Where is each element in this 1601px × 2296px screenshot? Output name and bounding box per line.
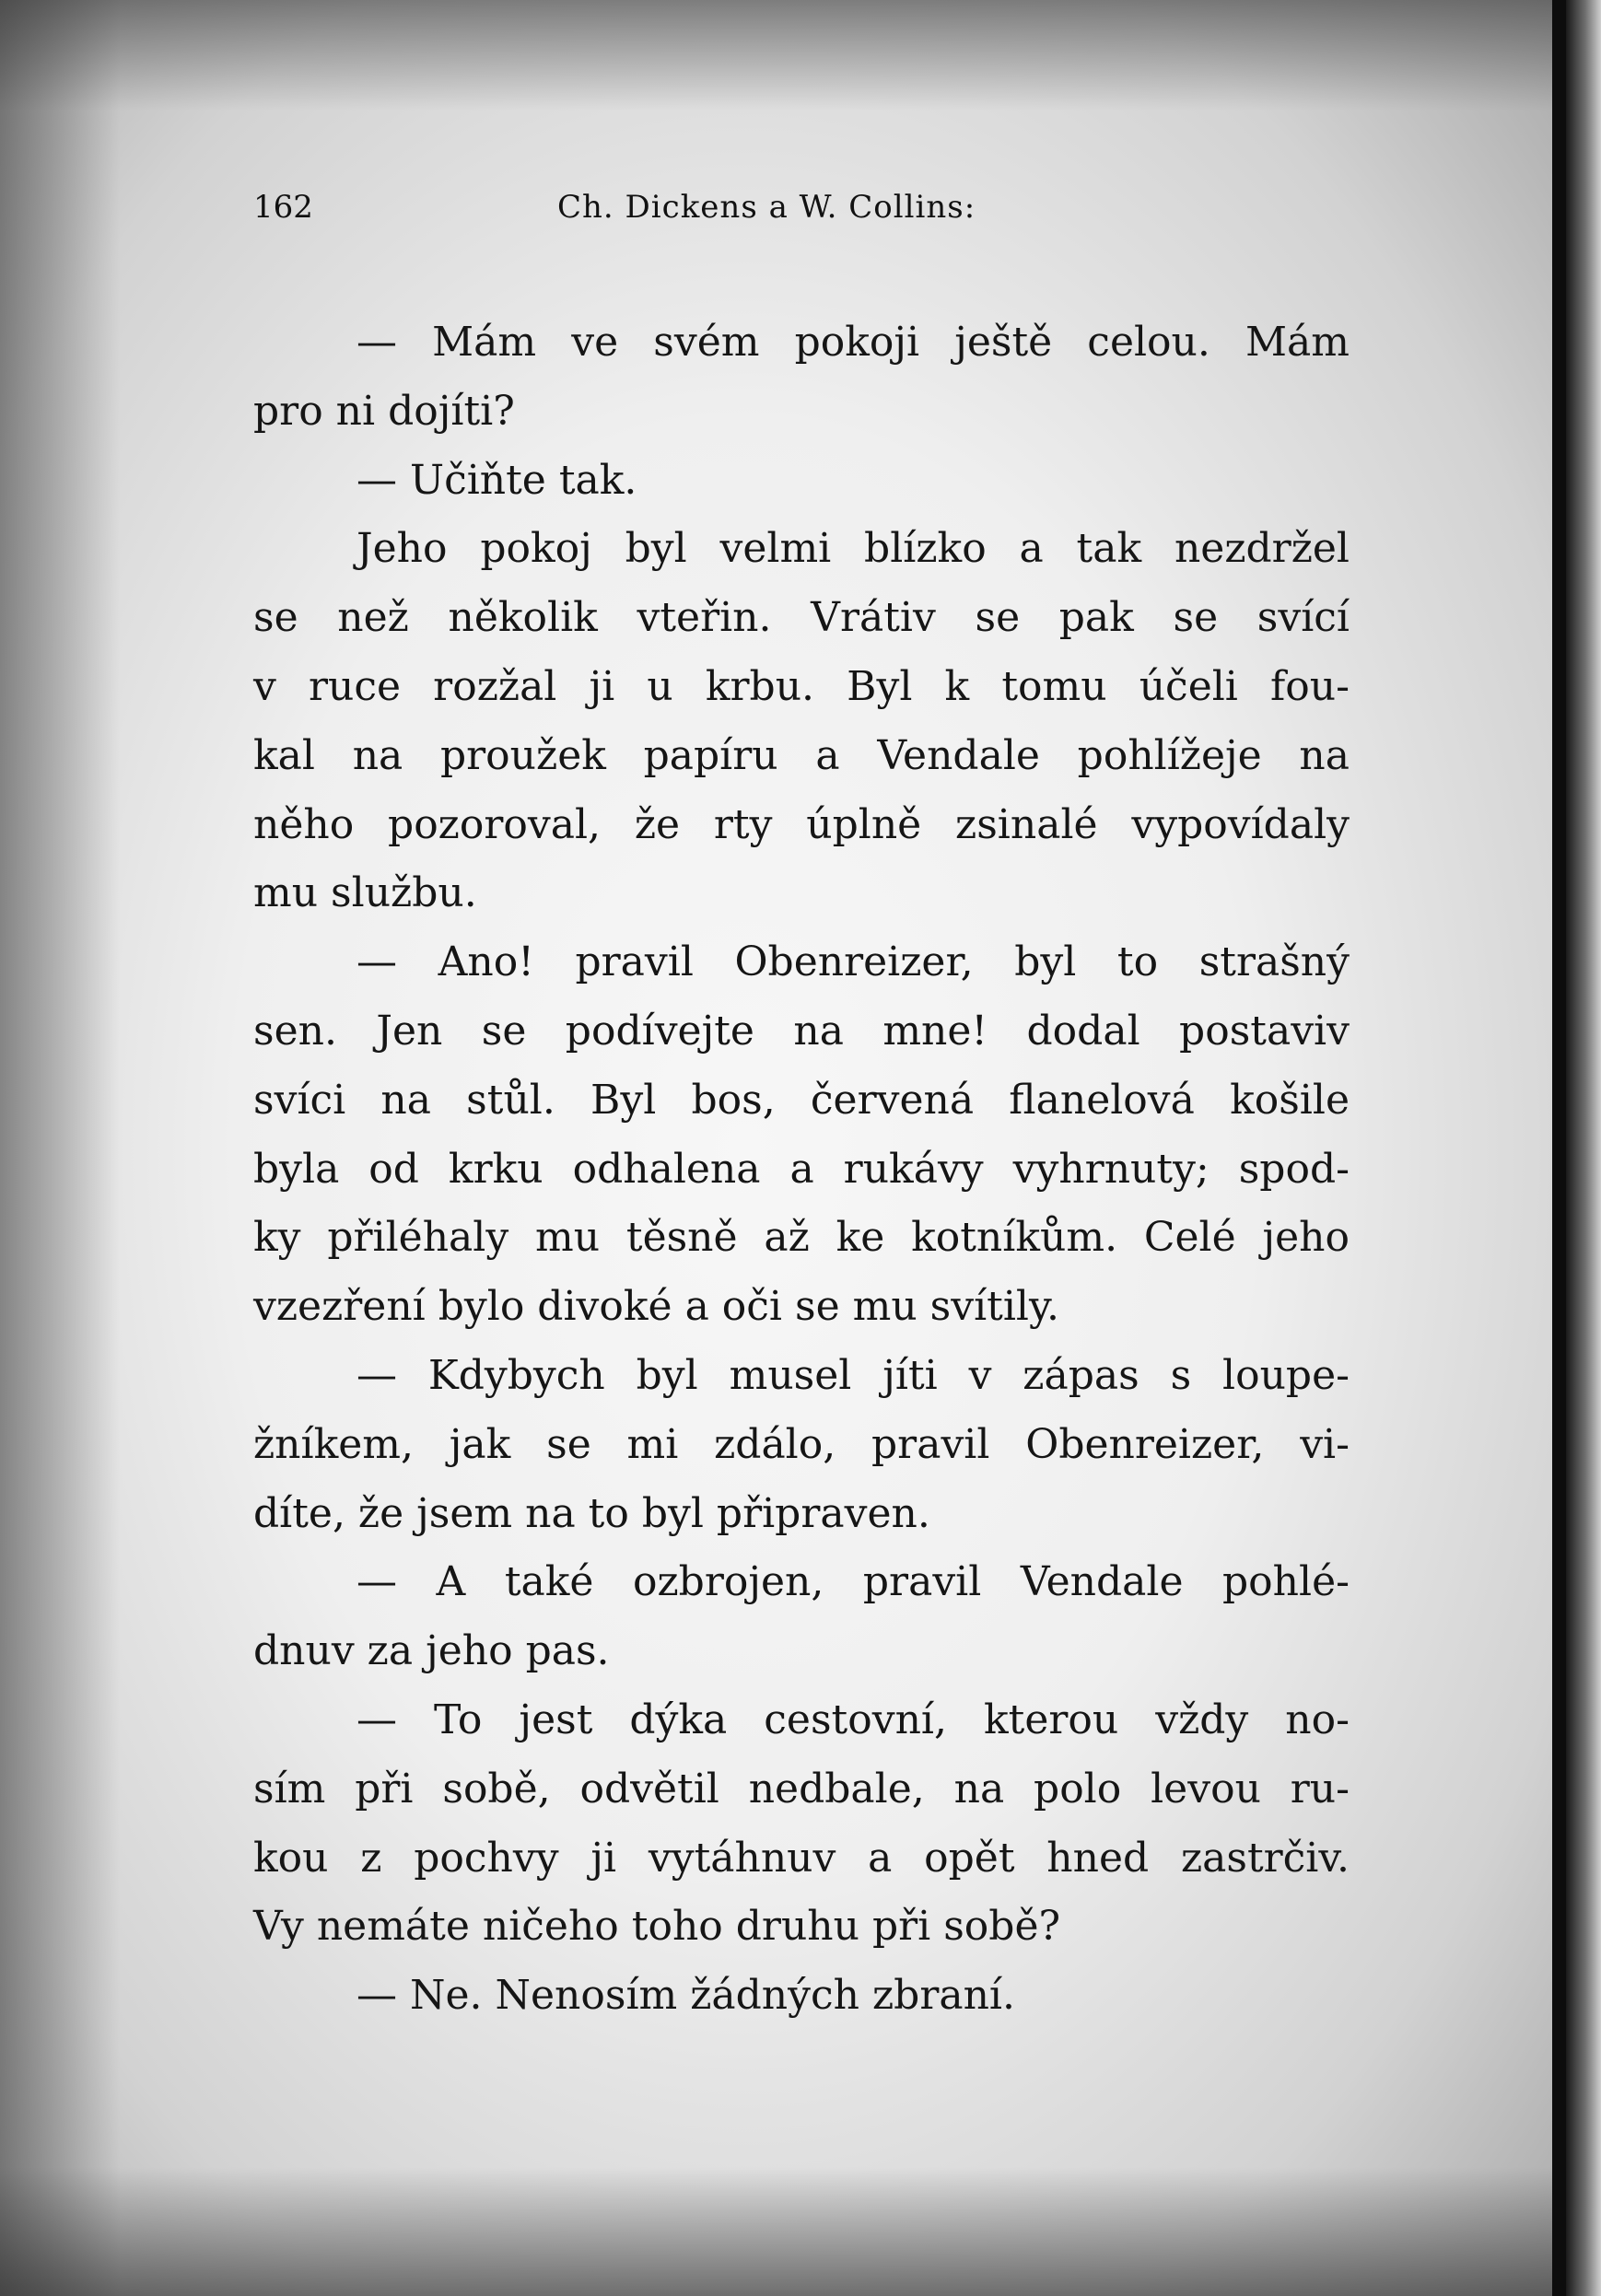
- text-line: pro ni dojíti?: [253, 387, 515, 435]
- text-line: kou z pochvy ji vytáhnuv a opět hned zastrčiv.: [253, 1834, 1350, 1882]
- text-line: byla od krku odhalena a rukávy vyhrnuty; spod-: [253, 1145, 1350, 1193]
- text-line: — A také ozbrojen, pravil Vendale pohlé-: [356, 1558, 1350, 1606]
- text-line: ky přiléhaly mu těsně až ke kotníkům. Celé jeho: [253, 1214, 1350, 1262]
- text-line: v ruce rozžal ji u krbu. Byl k tomu účeli fou-: [253, 662, 1350, 710]
- text-line: sen. Jen se podívejte na mne! dodal postaviv: [253, 1007, 1350, 1055]
- text-line: něho pozoroval, že rty úplně zsinalé vypovídaly: [253, 800, 1350, 848]
- text-line: dnuv za jeho pas.: [253, 1627, 610, 1675]
- text-line: — Ano! pravil Obenreizer, byl to strašný: [356, 938, 1350, 986]
- page-number: 162: [253, 189, 313, 226]
- bottom-edge-shadow: [0, 2167, 1552, 2296]
- text-line: — To jest dýka cestovní, kterou vždy no-: [356, 1696, 1350, 1743]
- text-line: Jeho pokoj byl velmi blízko a tak nezdržel: [356, 525, 1350, 573]
- text-line: — Učiňte tak.: [356, 456, 637, 504]
- binding-gutter: [1566, 0, 1601, 2296]
- running-title: Ch. Dickens a W. Collins:: [557, 189, 976, 226]
- text-line: žníkem, jak se mi zdálo, pravil Obenreizer, vi-: [253, 1420, 1350, 1468]
- text-line: díte, že jsem na to byl připraven.: [253, 1489, 930, 1537]
- top-edge-shadow: [0, 0, 1552, 111]
- text-line: sím při sobě, odvětil nedbale, na polo levou ru-: [253, 1765, 1350, 1812]
- text-line: svíci na stůl. Byl bos, červená flanelová košile: [253, 1076, 1350, 1124]
- text-line: — Kdybych byl musel jíti v zápas s loupe-: [356, 1351, 1350, 1399]
- body-text: [253, 309, 1350, 2031]
- text-line: — Ne. Nenosím žádných zbraní.: [356, 1972, 1015, 2020]
- text-line: vzezření bylo divoké a oči se mu svítily.: [253, 1283, 1059, 1331]
- text-line: — Mám ve svém pokoji ještě celou. Mám: [356, 319, 1350, 366]
- text-line: se než několik vteřin. Vrátiv se pak se svící: [253, 594, 1350, 642]
- left-edge-shadow: [0, 0, 120, 2296]
- text-line: Vy nemáte ničeho toho druhu při sobě?: [253, 1903, 1061, 1951]
- page-header: [253, 189, 1082, 235]
- text-line: kal na proužek papíru a Vendale pohlížeje na: [253, 731, 1350, 779]
- text-line: mu službu.: [253, 869, 477, 917]
